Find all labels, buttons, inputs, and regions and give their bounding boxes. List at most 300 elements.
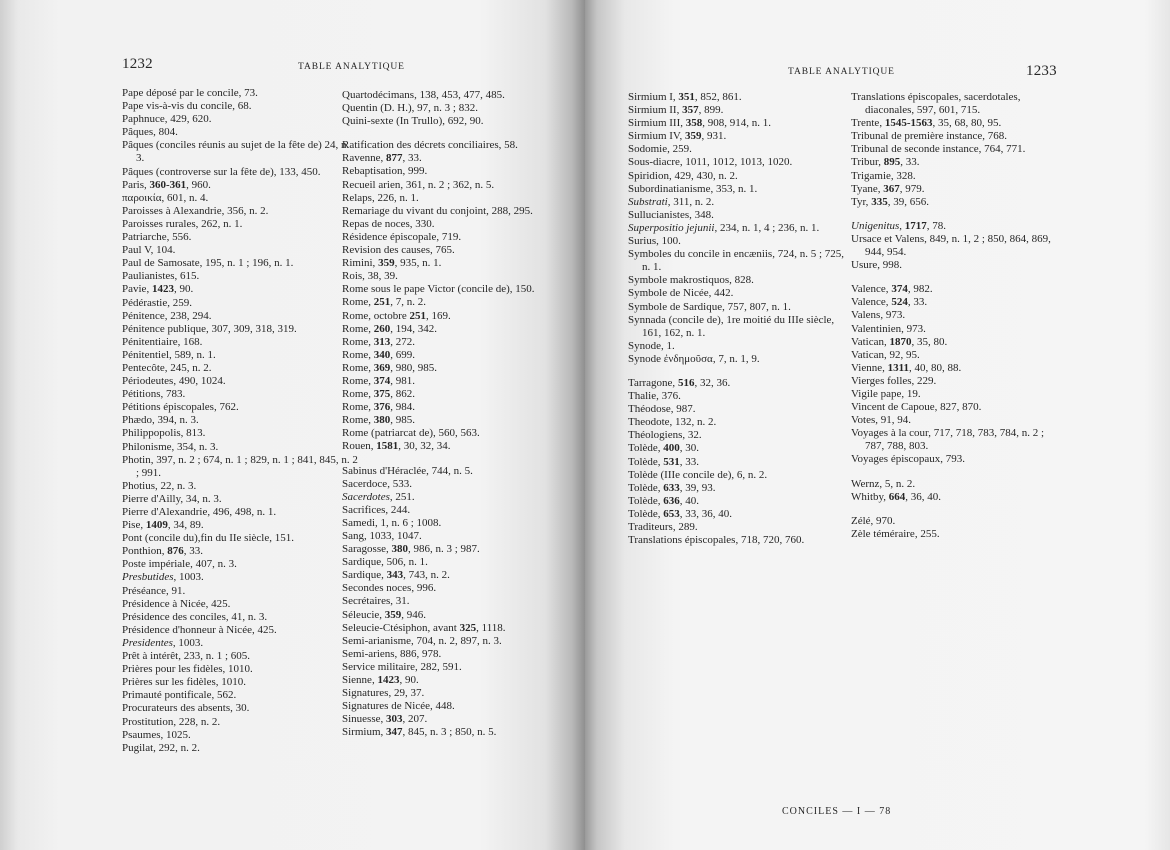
index-entry bbox=[122, 637, 358, 650]
index-text: Pape déposé par le concile, 73. bbox=[122, 87, 258, 99]
index-text: Pugilat, 292, n. 2. bbox=[122, 741, 200, 754]
index-entry bbox=[342, 595, 562, 608]
index-entry bbox=[122, 585, 358, 598]
index-entry bbox=[122, 454, 358, 480]
index-text: Pénitentiel, 589, n. 1. bbox=[122, 348, 216, 361]
index-year: 375 bbox=[373, 388, 391, 401]
index-text: Prières sur les fidèles, 1010. bbox=[122, 676, 247, 689]
index-text: Théodose, 987. bbox=[628, 403, 696, 416]
index-entry bbox=[342, 465, 562, 478]
index-text: Rome, bbox=[342, 296, 374, 309]
index-year: 360-361 bbox=[149, 178, 187, 191]
index-entry bbox=[851, 414, 1061, 427]
index-text: , 960. bbox=[186, 178, 211, 191]
index-text: , 1003. bbox=[172, 636, 204, 649]
index-entry bbox=[342, 401, 562, 414]
index-entry bbox=[628, 117, 850, 130]
index-text: Wernz, 5, n. 2. bbox=[851, 477, 916, 490]
index-entry bbox=[628, 508, 850, 521]
index-text: Sirmium III, bbox=[628, 117, 686, 130]
index-text: Sodomie, 259. bbox=[628, 143, 692, 156]
index-entry bbox=[628, 429, 850, 442]
index-text: , 35, 68, 80, 95. bbox=[932, 117, 1002, 130]
index-entry bbox=[122, 663, 358, 676]
index-text: Sacerdoce, 533. bbox=[342, 477, 412, 490]
index-year: 1311 bbox=[887, 361, 910, 374]
index-entry bbox=[342, 179, 562, 192]
index-text: Valentinien, 973. bbox=[851, 322, 926, 335]
running-head: TABLE ANALYTIQUE bbox=[788, 67, 895, 77]
index-entry bbox=[342, 89, 562, 102]
index-year: 380 bbox=[391, 543, 408, 556]
index-entry bbox=[628, 521, 850, 534]
index-text: , 931. bbox=[701, 130, 727, 143]
index-year: 653 bbox=[663, 507, 680, 520]
index-text: Paulianistes, 615. bbox=[122, 270, 200, 283]
index-text: Tolède, bbox=[628, 481, 664, 494]
index-entry bbox=[342, 478, 562, 491]
index-entry bbox=[851, 427, 1061, 453]
index-year: 358 bbox=[685, 117, 703, 130]
index-text: Pierre d'Ailly, 34, n. 3. bbox=[122, 492, 222, 505]
index-text: , 852, 861. bbox=[694, 91, 742, 103]
index-entry bbox=[122, 192, 358, 205]
index-year: 516 bbox=[677, 376, 695, 389]
index-text: Pont (concile du),fin du IIe siècle, 151. bbox=[122, 532, 294, 545]
index-text: , 30. bbox=[679, 442, 700, 455]
index-text: Symboles du concile bbox=[628, 248, 723, 261]
index-year: 1423 bbox=[151, 283, 174, 296]
index-entry bbox=[851, 453, 1061, 466]
index-entry bbox=[122, 375, 358, 388]
page-number: 1232 bbox=[122, 56, 153, 72]
index-year: 343 bbox=[386, 569, 404, 582]
index-entry bbox=[851, 117, 1061, 130]
index-text: Rouen, bbox=[342, 440, 377, 453]
index-text: Pédérastie, 259. bbox=[122, 296, 192, 309]
index-entry bbox=[628, 170, 850, 183]
index-entry bbox=[122, 742, 358, 755]
index-text: Translations épiscopales, sacerdotales, diaconales, 597, 601, 715. bbox=[851, 91, 1021, 117]
index-year: 1545-1563 bbox=[884, 117, 933, 130]
index-text: Présidence des conciles, 41, n. 3. bbox=[122, 610, 268, 623]
running-head: TABLE ANALYTIQUE bbox=[298, 62, 405, 72]
index-text: , 39, 656. bbox=[887, 195, 929, 208]
index-entry bbox=[628, 196, 850, 209]
index-text: Voyages à la cour, 717, 718, 783, 784, n. 2 ; 787, 788, 803. bbox=[851, 427, 1045, 453]
index-text: , 724, n. 5 ; 725, n. 1. bbox=[642, 248, 845, 274]
index-text: Semi-arianisme, 704, n. 2, 897, n. 3. bbox=[342, 634, 502, 647]
index-text: Pape vis-à-vis du concile, 68. bbox=[122, 100, 252, 113]
index-year: 347 bbox=[386, 726, 403, 739]
index-entry bbox=[122, 532, 358, 545]
index-entry bbox=[122, 650, 358, 663]
index-text: Ursace et Valens, 849, n. 1, 2 ; 850, 864, 869, 944, 954. bbox=[851, 232, 1051, 259]
page-footer: CONCILES — I — 78 bbox=[782, 806, 892, 817]
index-entry bbox=[342, 440, 562, 453]
index-year: 1717 bbox=[904, 219, 927, 232]
index-text: Pénitence, 238, 294. bbox=[122, 309, 212, 322]
index-text: , 899. bbox=[698, 104, 724, 117]
index-text: , 935, n. 1. bbox=[394, 257, 442, 270]
index-text: , 33. bbox=[907, 296, 928, 309]
index-text: Remariage du vivant du conjoint, 288, 295. bbox=[342, 204, 533, 217]
index-text: Tolède, bbox=[628, 442, 664, 455]
right-page bbox=[585, 0, 1170, 850]
index-year: 636 bbox=[663, 494, 680, 507]
index-entry bbox=[851, 478, 1061, 491]
index-text: Saragosse, bbox=[342, 543, 392, 556]
index-year: 531 bbox=[663, 455, 680, 468]
index-entry bbox=[122, 716, 358, 729]
index-entry bbox=[851, 130, 1061, 143]
index-text: Tolède, bbox=[628, 455, 664, 468]
index-text: , 32, 36. bbox=[694, 376, 731, 389]
index-text: Paris, bbox=[122, 178, 150, 191]
index-entry bbox=[851, 515, 1061, 528]
index-year: 340 bbox=[373, 348, 391, 361]
index-text: Synnada (concile de), 1re moitié du IIIe siècle, 161, 162, n. 1. bbox=[628, 313, 835, 339]
index-text: Vierges folles, 229. bbox=[851, 374, 937, 387]
index-text: , 90. bbox=[173, 283, 194, 296]
index-column bbox=[851, 91, 1061, 541]
index-year: 325 bbox=[459, 621, 477, 634]
index-text: Tyr, bbox=[851, 195, 872, 208]
index-text: Repas de noces, 330. bbox=[342, 217, 435, 230]
index-text: Subordinatianisme, 353, n. 1. bbox=[628, 182, 758, 195]
index-entry bbox=[342, 661, 562, 674]
index-text: , 194, 342. bbox=[390, 322, 438, 335]
index-text: Symbole de Nicée, 442. bbox=[628, 287, 734, 300]
index-text: , 33. bbox=[900, 156, 920, 169]
index-italic-term: Sacerdotes bbox=[342, 490, 390, 503]
index-entry bbox=[851, 528, 1061, 541]
index-text: Rome, bbox=[342, 348, 374, 361]
index-entry bbox=[628, 235, 850, 248]
index-entry bbox=[342, 582, 562, 595]
index-text: Rome, bbox=[342, 401, 374, 414]
index-text: Rois, 38, 39. bbox=[342, 270, 398, 283]
index-text: , 946. bbox=[401, 608, 427, 621]
index-entry bbox=[122, 729, 358, 742]
index-entry bbox=[342, 244, 562, 257]
index-entry bbox=[342, 674, 562, 687]
index-entry bbox=[851, 362, 1061, 375]
index-text: , 985. bbox=[390, 414, 416, 427]
index-entry bbox=[122, 231, 358, 244]
index-entry bbox=[122, 87, 358, 100]
index-spacer bbox=[342, 128, 562, 139]
index-text: , 979. bbox=[899, 182, 925, 195]
index-year: 895 bbox=[883, 156, 901, 169]
index-entry bbox=[851, 323, 1061, 336]
index-text: Rome, bbox=[342, 414, 374, 427]
index-text: Procurateurs des absents, 30. bbox=[122, 702, 250, 715]
index-text: Sinuesse, bbox=[342, 713, 386, 726]
index-text: , 862. bbox=[390, 388, 416, 401]
index-entry bbox=[851, 401, 1061, 414]
index-text: Sirmium II, bbox=[628, 104, 683, 117]
index-text: Vienne, bbox=[851, 361, 888, 374]
index-entry bbox=[122, 139, 358, 165]
index-entry bbox=[342, 414, 562, 427]
index-text: Semi-ariens, 886, 978. bbox=[342, 647, 442, 660]
index-entry bbox=[342, 296, 562, 309]
index-text: Quentin (D. H.), 97, n. 3 ; 832. bbox=[342, 102, 478, 115]
index-text: Pétitions épiscopales, 762. bbox=[122, 401, 239, 414]
index-text: Rimini, bbox=[342, 257, 379, 270]
index-text: Relaps, 226, n. 1. bbox=[342, 191, 419, 204]
index-entry bbox=[342, 504, 562, 517]
index-entry bbox=[628, 340, 850, 353]
index-text: Tolède (IIIe concile de), 6, n. 2. bbox=[628, 468, 768, 481]
index-year: 376 bbox=[373, 401, 391, 414]
index-year: 251 bbox=[409, 309, 427, 322]
index-entry bbox=[342, 648, 562, 661]
index-entry bbox=[851, 349, 1061, 362]
index-entry bbox=[851, 336, 1061, 349]
index-text: Rome, bbox=[342, 361, 374, 374]
index-year: 877 bbox=[385, 152, 403, 165]
index-entry bbox=[342, 323, 562, 336]
index-text: Vigile pape, 19. bbox=[851, 387, 921, 400]
index-entry bbox=[342, 569, 562, 582]
index-text: , 845, n. 3 ; 850, n. 5. bbox=[402, 726, 497, 739]
index-text: Pénitentiaire, 168. bbox=[122, 335, 203, 348]
index-text: Patriarche, 556. bbox=[122, 231, 192, 244]
index-italic-term: Substrati bbox=[628, 195, 668, 208]
index-text: Rebaptisation, 999. bbox=[342, 165, 428, 178]
index-text: Photius, 22, n. 3. bbox=[122, 479, 197, 492]
index-text: Ravenne, bbox=[342, 152, 386, 165]
index-text: Pâques (controverse sur la fête de), 133, 450. bbox=[122, 165, 321, 178]
index-entry bbox=[628, 534, 850, 547]
index-text: Secondes noces, 996. bbox=[342, 582, 437, 595]
index-entry bbox=[628, 495, 850, 508]
index-spacer bbox=[851, 209, 1061, 220]
index-entry bbox=[628, 456, 850, 469]
index-text: Photin, 397, n. 2 ; 674, n. 1 ; 829, n. 1 ; 841, 845, n. 2 ; 991. bbox=[122, 453, 358, 479]
index-text: Revision des causes, 765. bbox=[342, 244, 455, 257]
index-text: Sirmium I, bbox=[628, 91, 679, 103]
index-text: Traditeurs, 289. bbox=[628, 521, 698, 533]
index-text: Theodote, 132, n. 2. bbox=[628, 416, 717, 429]
index-entry bbox=[122, 441, 358, 454]
index-text: Sang, 1033, 1047. bbox=[342, 530, 422, 542]
index-entry bbox=[342, 205, 562, 218]
index-spacer bbox=[851, 504, 1061, 515]
index-text: Sirmium IV, bbox=[628, 130, 685, 143]
index-year: 335 bbox=[871, 195, 888, 208]
index-text: , 272. bbox=[390, 335, 416, 348]
index-entry bbox=[851, 283, 1061, 296]
index-text: Synode ἐνδημοῦσα, 7, n. 1, 9. bbox=[628, 352, 760, 365]
index-entry bbox=[342, 283, 562, 296]
index-entry bbox=[342, 713, 562, 726]
index-text: Tribunal de première instance, 768. bbox=[851, 130, 1007, 143]
index-entry bbox=[122, 480, 358, 493]
index-entry bbox=[342, 530, 562, 543]
index-text: Vatican, 92, 95. bbox=[851, 348, 920, 361]
index-text: Pise, bbox=[122, 519, 146, 532]
index-entry bbox=[851, 309, 1061, 322]
index-entry bbox=[851, 156, 1061, 169]
index-text: , 39, 93. bbox=[679, 481, 716, 494]
index-entry bbox=[342, 310, 562, 323]
index-text: Zélé, 970. bbox=[851, 514, 896, 527]
index-entry bbox=[342, 388, 562, 401]
index-entry bbox=[122, 244, 358, 257]
index-entry bbox=[122, 205, 358, 218]
index-text: , 33. bbox=[679, 455, 700, 468]
index-year: 1409 bbox=[145, 519, 168, 532]
index-text: Sullucianistes, 348. bbox=[628, 208, 714, 221]
index-text: Pentecôte, 245, n. 2. bbox=[122, 361, 212, 374]
index-text: , 743, n. 2. bbox=[403, 569, 450, 582]
index-year: 374 bbox=[891, 283, 908, 296]
index-text: Sardique, 506, n. 1. bbox=[342, 556, 428, 569]
index-text: , 30, 32, 34. bbox=[398, 440, 451, 453]
index-entry bbox=[342, 349, 562, 362]
index-entry bbox=[342, 517, 562, 530]
index-column bbox=[122, 87, 358, 755]
index-entry bbox=[122, 257, 358, 270]
index-entry bbox=[342, 543, 562, 556]
index-spacer bbox=[851, 467, 1061, 478]
index-year: 359 bbox=[384, 608, 402, 621]
index-text: Valens, 973. bbox=[851, 309, 906, 322]
index-entry bbox=[851, 375, 1061, 388]
index-entry bbox=[628, 377, 850, 390]
index-text: Présidence d'honneur à Nicée, 425. bbox=[122, 623, 277, 636]
index-entry bbox=[628, 209, 850, 222]
index-text: Tolède, bbox=[628, 507, 664, 520]
index-text: in encæniis bbox=[722, 248, 773, 261]
index-column bbox=[628, 91, 850, 547]
index-entry bbox=[122, 506, 358, 519]
index-spacer bbox=[342, 454, 562, 465]
index-text: Rome sous le pape Victor (concile de), 150. bbox=[342, 283, 535, 296]
index-entry bbox=[122, 218, 358, 231]
index-text: Usure, 998. bbox=[851, 259, 903, 272]
index-text: Trente, bbox=[851, 117, 885, 130]
index-year: 876 bbox=[167, 545, 184, 558]
index-year: 367 bbox=[883, 182, 900, 195]
index-text: , bbox=[899, 219, 905, 232]
index-text: Trigamie, 328. bbox=[851, 169, 916, 182]
index-text: , 78. bbox=[926, 219, 947, 232]
index-text: Zèle téméraire, 255. bbox=[851, 527, 940, 540]
index-entry bbox=[628, 91, 850, 104]
index-text: Ratification des décrets conciliaires, 58. bbox=[342, 139, 518, 152]
index-entry bbox=[342, 700, 562, 713]
index-text: Psaumes, 1025. bbox=[122, 728, 191, 741]
index-text: Prières pour les fidèles, 1010. bbox=[122, 663, 253, 676]
index-text: Tolède, bbox=[628, 494, 664, 507]
index-text: , 33. bbox=[402, 152, 422, 165]
index-text: Symbole makrostiquos, 828. bbox=[628, 274, 754, 287]
index-text: Paroisses rurales, 262, n. 1. bbox=[122, 217, 243, 230]
index-text: In Trullo bbox=[399, 115, 439, 128]
index-text: Votes, 91, 94. bbox=[851, 414, 911, 427]
index-italic-term: Unigenitus bbox=[851, 219, 900, 232]
index-entry bbox=[122, 283, 358, 296]
index-entry bbox=[122, 179, 358, 192]
index-entry bbox=[342, 375, 562, 388]
index-text: Paroisses à Alexandrie, 356, n. 2. bbox=[122, 204, 269, 217]
index-text: , 311, n. 2. bbox=[667, 195, 715, 208]
index-text: Prêt à intérêt, 233, n. 1 ; 605. bbox=[122, 650, 251, 663]
index-text: Pâques (conciles réunis au sujet de la fête de) 24, n. 3. bbox=[122, 139, 350, 165]
index-text: Signatures de Nicée, 448. bbox=[342, 700, 455, 713]
index-text: Rome (patriarcat de), 560, 563. bbox=[342, 427, 480, 440]
index-entry bbox=[851, 196, 1061, 209]
index-entry bbox=[342, 635, 562, 648]
index-entry bbox=[628, 130, 850, 143]
index-text: Secrétaires, 31. bbox=[342, 595, 410, 608]
index-text: , 34, 89. bbox=[167, 519, 204, 532]
index-entry bbox=[122, 519, 358, 532]
index-text: Surius, 100. bbox=[628, 235, 681, 248]
index-text: Recueil arien, 361, n. 2 ; 362, n. 5. bbox=[342, 178, 495, 191]
index-text: Tribunal de seconde instance, 764, 771. bbox=[851, 143, 1026, 156]
index-text: Rome, octobre bbox=[342, 309, 410, 322]
index-spacer bbox=[628, 366, 850, 377]
index-entry bbox=[851, 296, 1061, 309]
index-text: Pénitence publique, 307, 309, 318, 319. bbox=[122, 322, 297, 335]
index-text: Présidence à Nicée, 425. bbox=[122, 597, 231, 610]
index-entry bbox=[122, 401, 358, 414]
index-text: Whitby, bbox=[851, 490, 889, 503]
index-text: Valence, bbox=[851, 283, 892, 296]
index-entry bbox=[342, 152, 562, 165]
index-text: Théologiens, 32. bbox=[628, 429, 702, 442]
index-text: Périodeutes, 490, 1024. bbox=[122, 375, 226, 388]
index-year: 1581 bbox=[376, 440, 399, 453]
page-number: 1233 bbox=[1026, 63, 1057, 79]
index-entry bbox=[342, 556, 562, 569]
index-italic-term: Presbutides bbox=[122, 571, 174, 584]
index-text: Résidence épiscopale, 719. bbox=[342, 230, 462, 243]
index-text: , 40, 80, 88. bbox=[909, 361, 962, 374]
index-entry bbox=[342, 427, 562, 440]
index-entry bbox=[628, 156, 850, 169]
index-text: Rome, bbox=[342, 374, 374, 387]
index-text: Signatures, 29, 37. bbox=[342, 687, 425, 700]
index-entry bbox=[628, 274, 850, 287]
index-entry bbox=[628, 442, 850, 455]
index-text: παροικία, 601, n. 4. bbox=[122, 191, 209, 204]
index-entry bbox=[628, 183, 850, 196]
index-text: Phædo, 394, n. 3. bbox=[122, 414, 199, 427]
index-text: Valence, bbox=[851, 296, 892, 309]
index-text: , 36, 40. bbox=[905, 490, 942, 503]
index-entry bbox=[342, 192, 562, 205]
index-text: Poste impériale, 407, n. 3. bbox=[122, 558, 237, 571]
index-text: , 984. bbox=[390, 401, 416, 414]
index-entry bbox=[628, 416, 850, 429]
index-text: , 982. bbox=[907, 283, 933, 296]
index-entry bbox=[342, 218, 562, 231]
index-entry bbox=[122, 388, 358, 401]
index-text: Spiridion, 429, 430, n. 2. bbox=[628, 169, 738, 182]
index-entry bbox=[122, 323, 358, 336]
index-entry bbox=[122, 126, 358, 139]
index-text: Pierre d'Alexandrie, 496, 498, n. 1. bbox=[122, 506, 277, 518]
index-year: 374 bbox=[373, 374, 391, 387]
index-entry bbox=[122, 100, 358, 113]
index-entry bbox=[122, 414, 358, 427]
